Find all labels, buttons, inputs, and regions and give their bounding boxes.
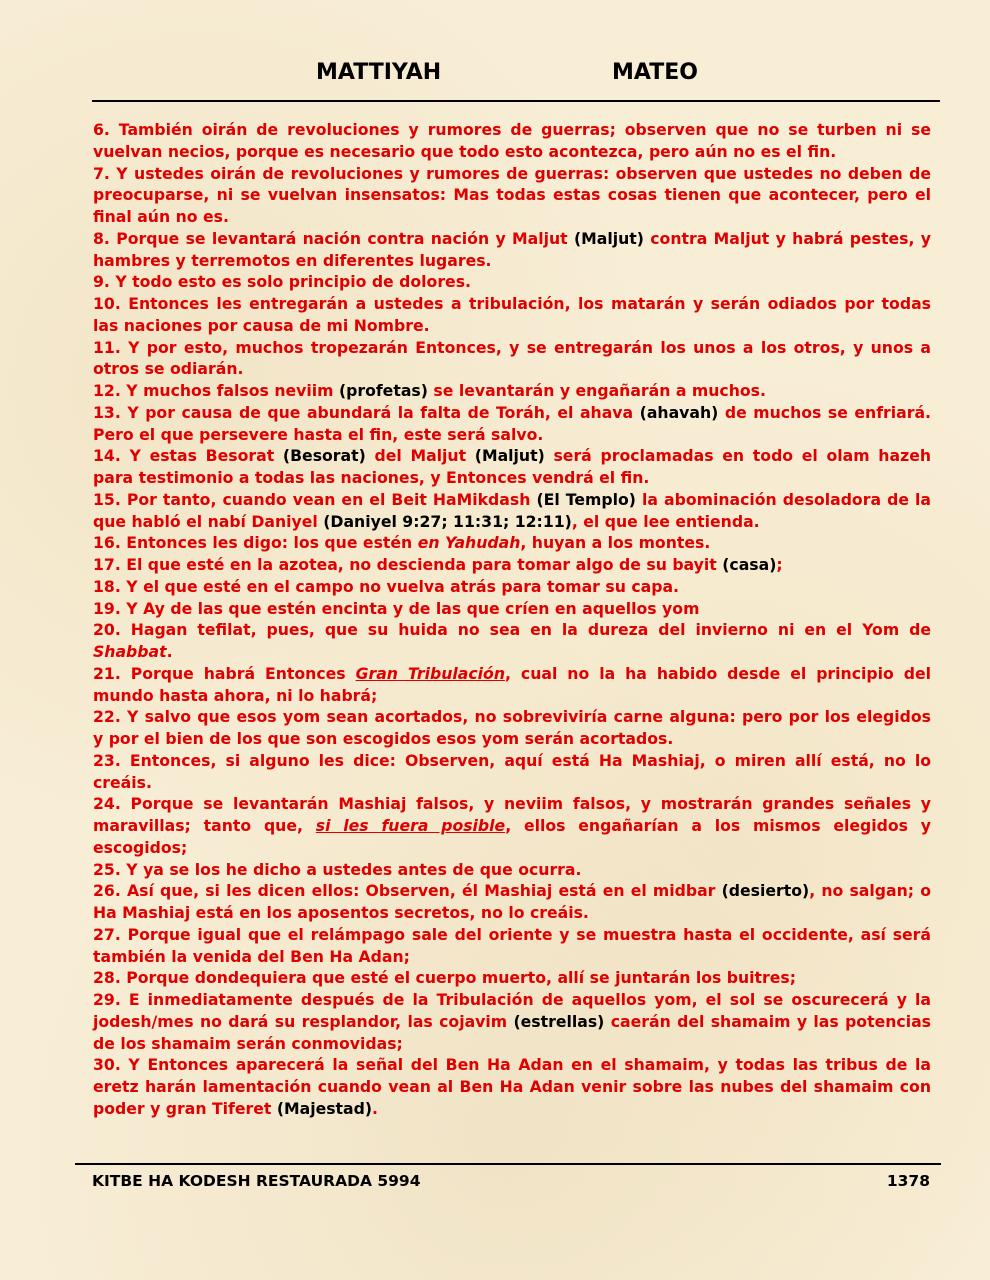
verse-22: 22. Y salvo que esos yom sean acortados, no sobreviviría carne alguna: pero por los elegidos y por el bien de los que son escogidos esos yom serán acortados.	[93, 707, 931, 748]
verse-18: 18. Y el que esté en el campo no vuelva atrás para tomar su capa.	[93, 576, 680, 596]
gloss: (Majestad)	[276, 1098, 373, 1118]
verse-25: 25. Y ya se los he dicho a ustedes antes de que ocurra.	[93, 859, 582, 879]
verse-19: 19. Y Ay de las que estén encinta y de las que críen en aquellos yom	[93, 598, 700, 618]
page-footer	[0, 1172, 990, 1196]
verse-8: 8. Porque se levantará nación contra nación y Maljut (Maljut) contra Maljut y habrá pestes, y hambres y terremotos en diferentes lugares.	[93, 228, 931, 270]
verse-28: 28. Porque dondequiera que esté el cuerpo muerto, allí se juntarán los buitres;	[93, 968, 797, 988]
header-book-spanish: MATEO	[612, 60, 698, 85]
gloss: (Besorat)	[282, 446, 366, 466]
gloss: (Maljut)	[474, 446, 545, 466]
verse-13: 13. Y por causa de que abundará la falta de Toráh, el ahava (ahavah) de muchos se enfriará. Pero el que persevere hasta el fin, este será salvo.	[93, 402, 931, 444]
gloss: (desierto)	[721, 881, 810, 901]
verse-15: 15. Por tanto, cuando vean en el Beit HaMikdash (El Templo) la abominación desoladora de la que habló el nabí Daniyel (Daniyel 9:27; 11:31; 12:11), el que lee entienda.	[93, 489, 931, 531]
footer-rule	[75, 1163, 941, 1165]
verse-24: 24. Porque se levantarán Mashiaj falsos, y neviim falsos, y mostrarán grandes señales y maravillas; tanto que, si les fuera posible, ellos engañarían a los mismos elegidos y escogidos;	[93, 794, 931, 857]
header-book-hebrew: MATTIYAH	[316, 60, 442, 85]
verse-17: 17. El que esté en la azotea, no descienda para tomar algo de su bayit (casa);	[93, 555, 783, 574]
footer-title: KITBE HA KODESH RESTAURADA 5994	[92, 1172, 421, 1190]
page-header	[0, 60, 990, 90]
page-number: 1378	[886, 1172, 930, 1190]
gloss: (ahavah)	[639, 402, 719, 422]
header-rule	[92, 100, 940, 102]
verse-16: 16. Entonces les digo: los que estén en Yahudah, huyan a los montes.	[93, 533, 711, 553]
verse-12: 12. Y muchos falsos neviim (profetas) se levantarán y engañarán a muchos.	[93, 381, 766, 400]
verse-26: 26. Así que, si les dicen ellos: Observen, él Mashiaj está en el midbar (desierto), no salgan; o Ha Mashiaj está en los aposentos secretos, no lo creáis.	[93, 881, 931, 922]
verse-21: 21. Porque habrá Entonces Gran Tribulación, cual no la ha habido desde el principio del mundo hasta ahora, ni lo habrá;	[93, 663, 931, 705]
verse-10: 10. Entonces les entregarán a ustedes a tribulación, los matarán y serán odiados por todas las naciones por causa de mi Nombre.	[93, 294, 931, 335]
verse-30: 30. Y Entonces aparecerá la señal del Ben Ha Adan en el shamaim, y todas las tribus de la eretz harán lamentación cuando vean al Ben Ha Adan venir sobre las nubes del shamaim con poder y gran Tiferet (Majestad).	[93, 1055, 931, 1118]
verse-14: 14. Y estas Besorat (Besorat) del Maljut (Maljut) será proclamadas en todo el olam hazeh para testimonio a todas las naciones, y Entonces vendrá el fin.	[93, 446, 932, 487]
gloss: (estrellas)	[513, 1011, 605, 1031]
underlined-phrase: Gran Tribulación	[355, 663, 505, 683]
italic-phrase: Shabbat	[93, 642, 167, 661]
gloss: (Daniyel 9:27; 11:31; 12:11)	[323, 511, 572, 531]
verse-6: 6. También oirán de revoluciones y rumores de guerras; observen que no se turben ni se vuelvan necios, porque es necesario que todo esto acontezca, pero aún no es el fin.	[93, 120, 931, 161]
verse-29: 29. E inmediatamente después de la Tribulación de aquellos yom, el sol se oscurecerá y la jodesh/mes no dará su resplandor, las cojavim (estrellas) caerán del shamaim y las potencias de los shamaim serán conmovidas;	[93, 990, 931, 1053]
gloss: (profetas)	[338, 381, 428, 400]
verse-23: 23. Entonces, si alguno les dice: Observen, aquí está Ha Mashiaj, o miren allí está, no lo creáis.	[93, 750, 931, 792]
verse-20: 20. Hagan tefilat, pues, que su huida no sea en la dureza del invierno ni en el Yom de Shabbat.	[93, 620, 931, 661]
scripture-body	[93, 119, 931, 1120]
italic-phrase: en Yahudah	[417, 533, 521, 553]
gloss: (Maljut)	[573, 228, 644, 248]
gloss: (El Templo)	[536, 489, 636, 509]
verse-9: 9. Y todo esto es solo principio de dolores.	[93, 272, 471, 292]
verse-11: 11. Y por esto, muchos tropezarán Entonces, y se entregarán los unos a los otros, y unos a otros se odiarán.	[93, 337, 931, 379]
underlined-phrase: si les fuera posible	[315, 816, 506, 835]
verse-27: 27. Porque igual que el relámpago sale del oriente y se muestra hasta el occidente, así será también la venida del Ben Ha Adan;	[93, 924, 931, 966]
gloss: (casa)	[722, 555, 777, 574]
verse-7: 7. Y ustedes oirán de revoluciones y rumores de guerras: observen que ustedes no deben de preocuparse, ni se vuelvan insensatos: Mas todas estas cosas tienen que acontecer, pero el final aún no es.	[93, 163, 931, 226]
